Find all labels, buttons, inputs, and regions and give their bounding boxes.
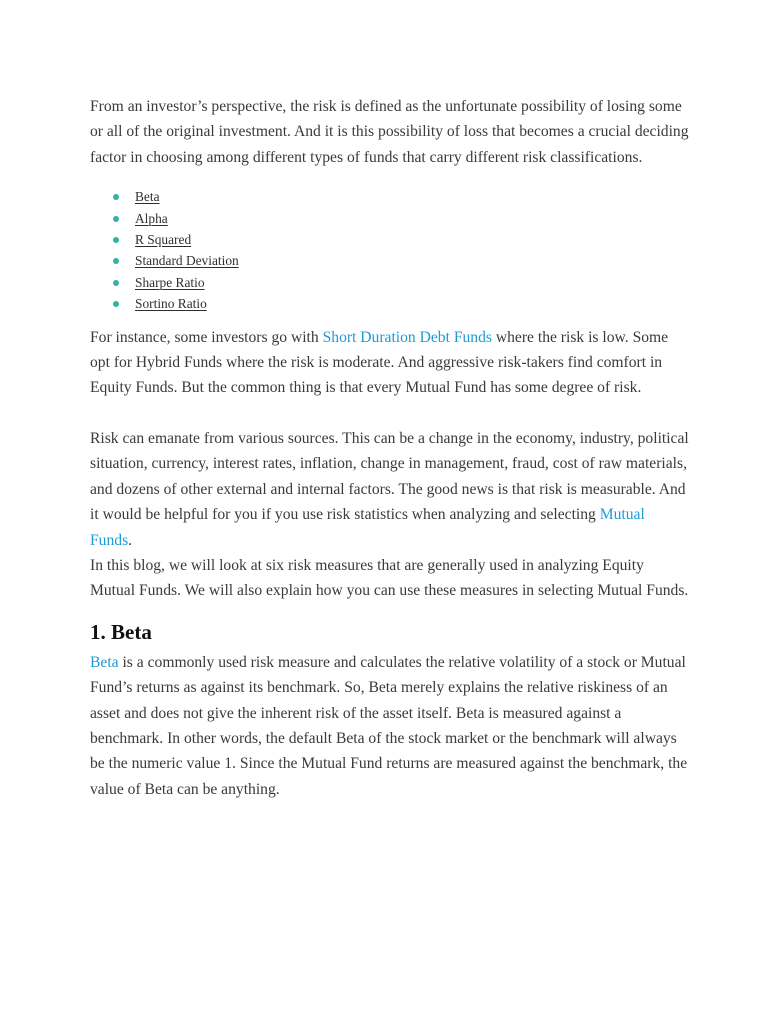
toc-link-sortino-ratio[interactable]: Sortino Ratio: [135, 296, 207, 312]
toc-link-r-squared[interactable]: R Squared: [135, 232, 192, 248]
toc-link-alpha[interactable]: Alpha: [135, 210, 168, 226]
short-duration-debt-funds-link[interactable]: Short Duration Debt Funds: [322, 328, 492, 346]
blog-intro-paragraph: In this blog, we will look at six risk measures that are generally used in analyzing Equity Mutual Funds. We will also explain how you can use these measures in selecting Mutual Funds.: [90, 556, 689, 600]
bullet-dot-icon: [113, 301, 119, 307]
paragraph-text: For instance, some investors go with: [90, 328, 323, 346]
paragraph-text: is a commonly used risk measure and calculates the relative volatility of a stock or Mutual Fund’s returns as against its benchmark. So, Beta merely explains the relative riskiness of an asset and does not give the inherent risk of the asset itself. Beta is measured against a benchmark. In other words, the default Beta of the stock market or the benchmark will always be the numeric value 1. Since the Mutual Fund returns are measured against the benchmark, the value of Beta can be anything.: [90, 653, 688, 798]
list-item: [90, 293, 690, 314]
list-item: [90, 250, 690, 271]
bullet-dot-icon: [113, 216, 119, 222]
beta-link[interactable]: Beta: [90, 653, 119, 671]
list-item: [90, 208, 690, 229]
paragraph-text: Risk can emanate from various sources. This can be a change in the economy, industry, political situation, currency, interest rates, inflation, change in management, fraud, cost of raw materials, and dozens of other external and internal factors. The good news is that risk is measurable. And it would be helpful for you if you use risk statistics when analyzing and selecting: [90, 429, 689, 524]
toc-link-standard-deviation[interactable]: Standard Deviation: [135, 253, 239, 269]
beta-paragraph: [90, 650, 690, 802]
bullet-dot-icon: [113, 280, 119, 286]
section-heading-beta: 1. Beta: [90, 619, 152, 644]
article-body: [90, 94, 690, 802]
paragraph-text: .: [128, 531, 133, 549]
paragraph-text: where the risk is low. Some opt for Hybrid Funds where the risk is moderate. And aggressive risk-takers find comfort in Equity Funds. But the common thing is that every Mutual Fund has some degree of risk.: [90, 328, 669, 397]
list-item: [90, 186, 690, 207]
toc-link-sharpe-ratio[interactable]: Sharpe Ratio: [135, 274, 205, 290]
list-item: [90, 229, 690, 250]
bullet-dot-icon: [113, 237, 119, 243]
fund-types-paragraph: [90, 325, 690, 401]
risk-measures-list: [90, 186, 690, 314]
toc-link-beta[interactable]: Beta: [135, 189, 160, 205]
intro-paragraph: From an investor’s perspective, the risk is defined as the unfortunate possibility of losing some or all of the original investment. And it is this possibility of loss that becomes a crucial deciding factor in choosing among different types of funds that carry different risk classifications.: [90, 98, 689, 166]
list-item: [90, 272, 690, 293]
mutual-funds-link[interactable]: Mutual Funds: [90, 506, 645, 549]
bullet-dot-icon: [113, 194, 119, 200]
bullet-dot-icon: [113, 258, 119, 264]
risk-sources-paragraph: [90, 426, 690, 553]
